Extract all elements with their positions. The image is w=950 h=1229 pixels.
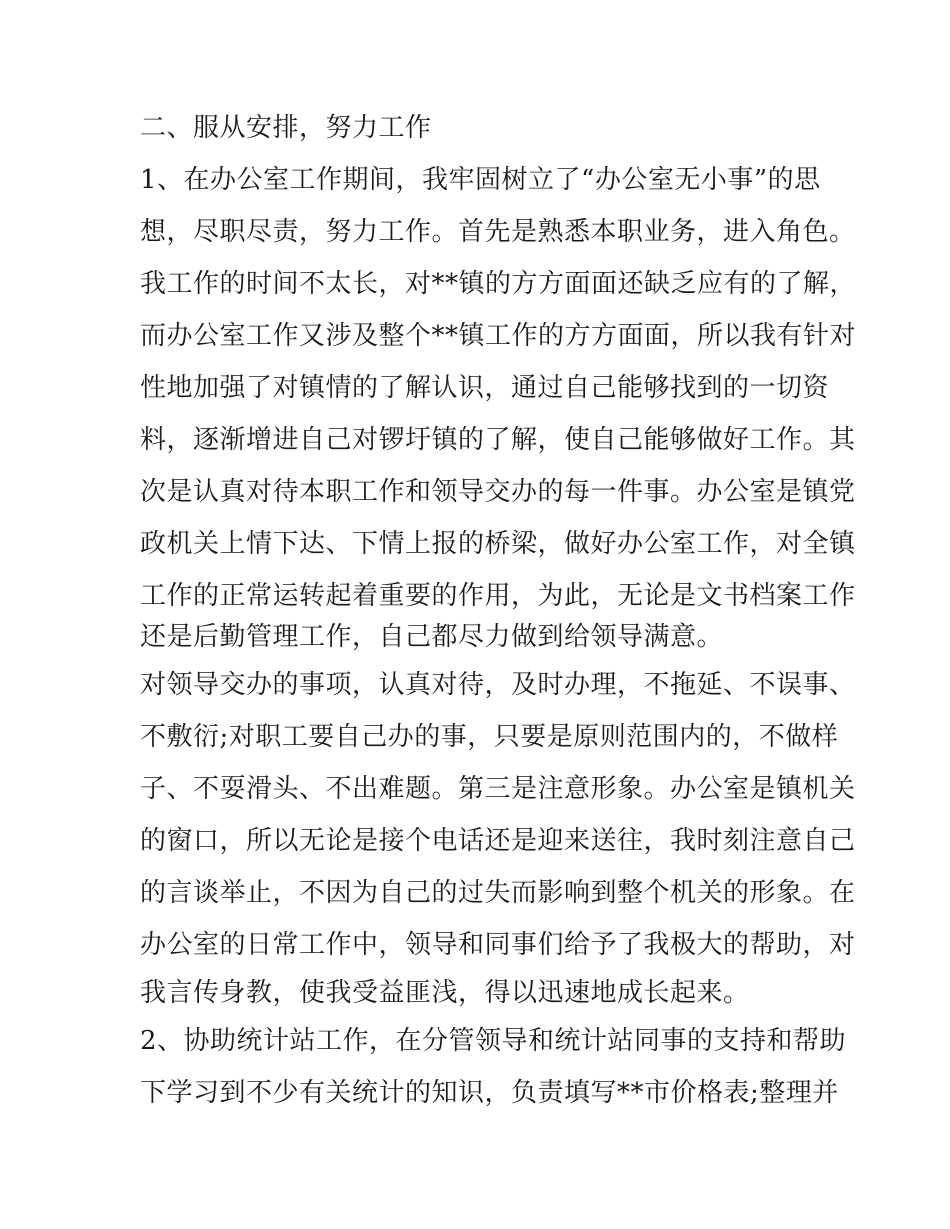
paragraph-line: 我言传身教，使我受益匪浅，得以迅速地成长起来。 xyxy=(140,978,750,1008)
paragraph-line: 料，逐渐增进自己对锣圩镇的了解，使自己能够做好工作。其 xyxy=(140,425,856,455)
paragraph-line: 不敷衍;对职工要自己办的事，只要是原则范围内的，不做样 xyxy=(140,722,839,752)
section-heading: 二、服从安排，努力工作 xyxy=(140,113,432,143)
paragraph-line: 还是后勤管理工作，自己都尽力做到给领导满意。 xyxy=(140,622,724,652)
paragraph-line: 的窗口，所以无论是接个电话还是迎来送往，我时刻注意自己 xyxy=(140,826,856,856)
paragraph-line: 性地加强了对镇情的了解认识，通过自己能够找到的一切资 xyxy=(140,373,830,403)
paragraph-line: 1、在办公室工作期间，我牢固树立了“办公室无小事”的思 xyxy=(140,165,821,195)
paragraph-line: 而办公室工作又涉及整个**镇工作的方方面面，所以我有针对 xyxy=(140,321,857,351)
paragraph-line: 下学习到不少有关统计的知识，负责填写**市价格表;整理并 xyxy=(140,1078,839,1108)
paragraph-line: 工作的正常运转起着重要的作用，为此，无论是文书档案工作 xyxy=(140,581,856,611)
paragraph-line: 办公室的日常工作中，领导和同事们给予了我极大的帮助，对 xyxy=(140,930,856,960)
paragraph-line: 次是认真对待本职工作和领导交办的每一件事。办公室是镇党 xyxy=(140,477,856,507)
paragraph-line: 子、不耍滑头、不出难题。第三是注意形象。办公室是镇机关 xyxy=(140,774,856,804)
paragraph-line: 的言谈举止，不因为自己的过失而影响到整个机关的形象。在 xyxy=(140,878,856,908)
paragraph-line: 2、协助统计站工作，在分管领导和统计站同事的支持和帮助 xyxy=(140,1026,847,1056)
paragraph-line: 想，尽职尽责，努力工作。首先是熟悉本职业务，进入角色。 xyxy=(140,217,856,247)
paragraph-line: 我工作的时间不太长，对**镇的方方面面还缺乏应有的了解， xyxy=(140,269,857,299)
paragraph-line: 政机关上情下达、下情上报的桥梁，做好办公室工作，对全镇 xyxy=(140,529,856,559)
paragraph-line: 对领导交办的事项，认真对待，及时办理，不拖延、不误事、 xyxy=(140,670,856,700)
